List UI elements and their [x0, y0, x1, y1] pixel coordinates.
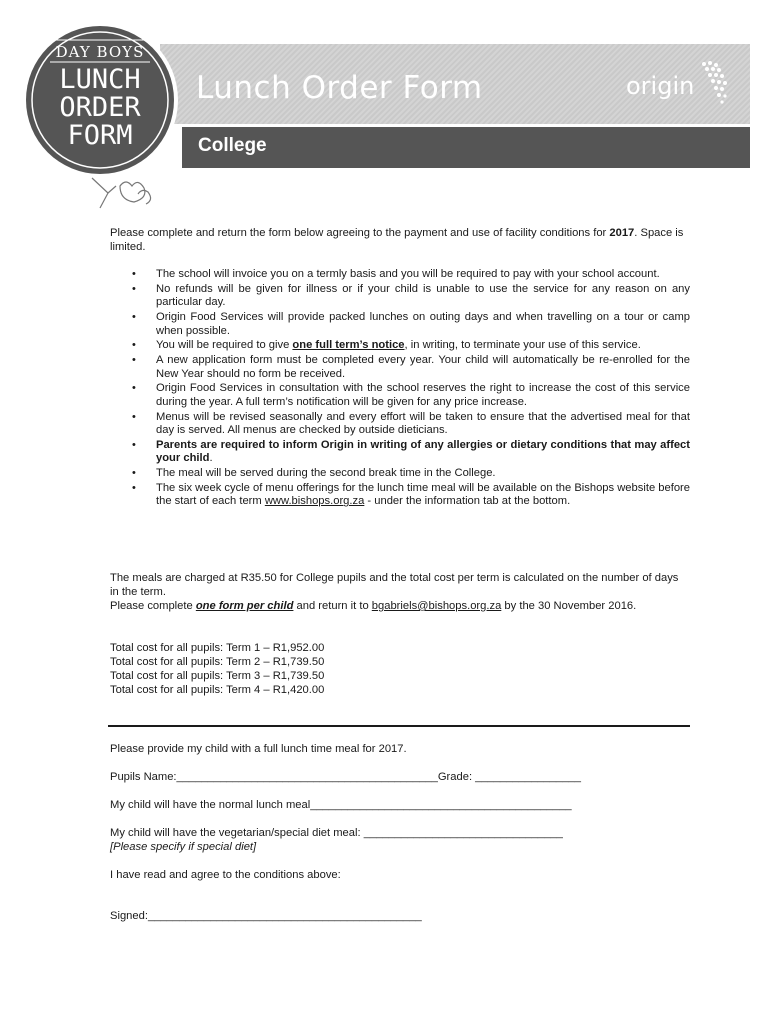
- pupil-name-field[interactable]: __________________________________________: [176, 771, 438, 783]
- intro-paragraph: Please complete and return the form below agreeing to the payment and use of facility conditions for 2017. Space is limited.: [110, 227, 684, 253]
- badge-line4: FORM: [67, 120, 133, 151]
- grade-label: Grade:: [437, 771, 476, 783]
- list-item: • Origin Food Services will provide packed lunches on outing days and when travelling on a tour or camp when possible.: [156, 311, 690, 338]
- term-cost-line: Total cost for all pupils: Term 4 – R1,420.00: [110, 684, 325, 696]
- badge-line1: DAY BOYS: [55, 43, 145, 61]
- special-meal-field[interactable]: ________________________________: [363, 827, 563, 839]
- signed-label: Signed:: [110, 910, 148, 922]
- origin-logo-text: origin: [626, 72, 695, 100]
- term-cost-line: Total cost for all pupils: Term 2 – R1,739.50: [110, 656, 325, 668]
- day-boys-badge: [20, 18, 195, 213]
- one-form-emphasis: one form per child: [195, 600, 294, 612]
- meal-request: Please provide my child with a full lunch time meal for 2017.: [110, 743, 407, 755]
- list-item: • The meal will be served during the second break time in the College.: [156, 467, 690, 481]
- list-item: • The six week cycle of menu offerings for the lunch time meal will be available on the Bishops website before the start of each term www.bishops.org.za - under the information tab at the bottom.: [156, 482, 690, 509]
- badge-line3: ORDER: [59, 92, 141, 123]
- list-item: • No refunds will be given for illness or if your child is unable to use the service for any reason on any particular day.: [156, 283, 690, 310]
- notice-emphasis: one full term’s notice: [292, 339, 405, 352]
- special-diet-note: [Please specify if special diet]: [110, 841, 257, 853]
- allergy-notice: Parents are required to inform Origin in writing of any allergies or dietary conditions that may affect your child: [156, 438, 690, 465]
- term-cost-line: Total cost for all pupils: Term 1 – R1,952.00: [110, 642, 325, 654]
- list-item: • You will be required to give one full term’s notice, in writing, to terminate your use of this service.: [156, 339, 690, 353]
- signature-field[interactable]: ____________________________________________: [147, 910, 422, 922]
- list-item: • Parents are required to inform Origin in writing of any allergies or dietary conditions that may affect your child.: [156, 439, 690, 466]
- normal-meal-field[interactable]: __________________________________________: [310, 799, 572, 811]
- list-item: • The school will invoice you on a termly basis and you will be required to pay with your school account.: [156, 268, 690, 282]
- special-meal-label: My child will have the vegetarian/special diet meal:: [110, 827, 364, 839]
- signature-row: [110, 909, 422, 923]
- badge-line2: LUNCH: [59, 64, 141, 95]
- normal-meal-label: My child will have the normal lunch meal: [110, 799, 311, 811]
- conditions-list: [110, 268, 690, 510]
- pupil-name-label: Pupils Name:: [110, 771, 177, 783]
- origin-dots-icon: [626, 58, 736, 108]
- email-link[interactable]: bgabriels@bishops.org.za: [371, 600, 502, 612]
- agreement-statement: I have read and agree to the conditions above:: [110, 869, 341, 881]
- term-costs: [110, 641, 690, 697]
- pupil-name-row: [110, 770, 581, 784]
- bishops-website-link[interactable]: www.bishops.org.za: [264, 495, 365, 508]
- list-item: • A new application form must be completed every year. Your child will automatically be re-enrolled for the New Year should no form be received.: [156, 354, 690, 381]
- subtitle-banner: [182, 127, 750, 168]
- section-divider: [108, 725, 690, 727]
- origin-logo: [626, 58, 736, 108]
- list-item: • Origin Food Services in consultation with the school reserves the right to increase the cost of this service during the year. A full term’s notification will be given for any price increase.: [156, 382, 690, 409]
- intro-year: 2017: [609, 227, 635, 239]
- page-title: Lunch Order Form: [196, 70, 483, 106]
- term-cost-line: Total cost for all pupils: Term 3 – R1,739.50: [110, 670, 325, 682]
- page-subtitle: College: [198, 135, 267, 156]
- list-item: • Menus will be revised seasonally and every effort will be taken to ensure that the advertised meal for that day is served. All menus are checked by outside dieticians.: [156, 411, 690, 438]
- special-meal-row: [110, 826, 563, 840]
- grade-field[interactable]: _________________: [475, 771, 581, 783]
- charges-paragraph: The meals are charged at R35.50 for College pupils and the total cost per term is calculated on the number of days in the term. Please complete one form per child and return it to bgabriels@bishops.org.za by the 30 November 2016.: [110, 572, 679, 612]
- normal-meal-row: [110, 798, 572, 812]
